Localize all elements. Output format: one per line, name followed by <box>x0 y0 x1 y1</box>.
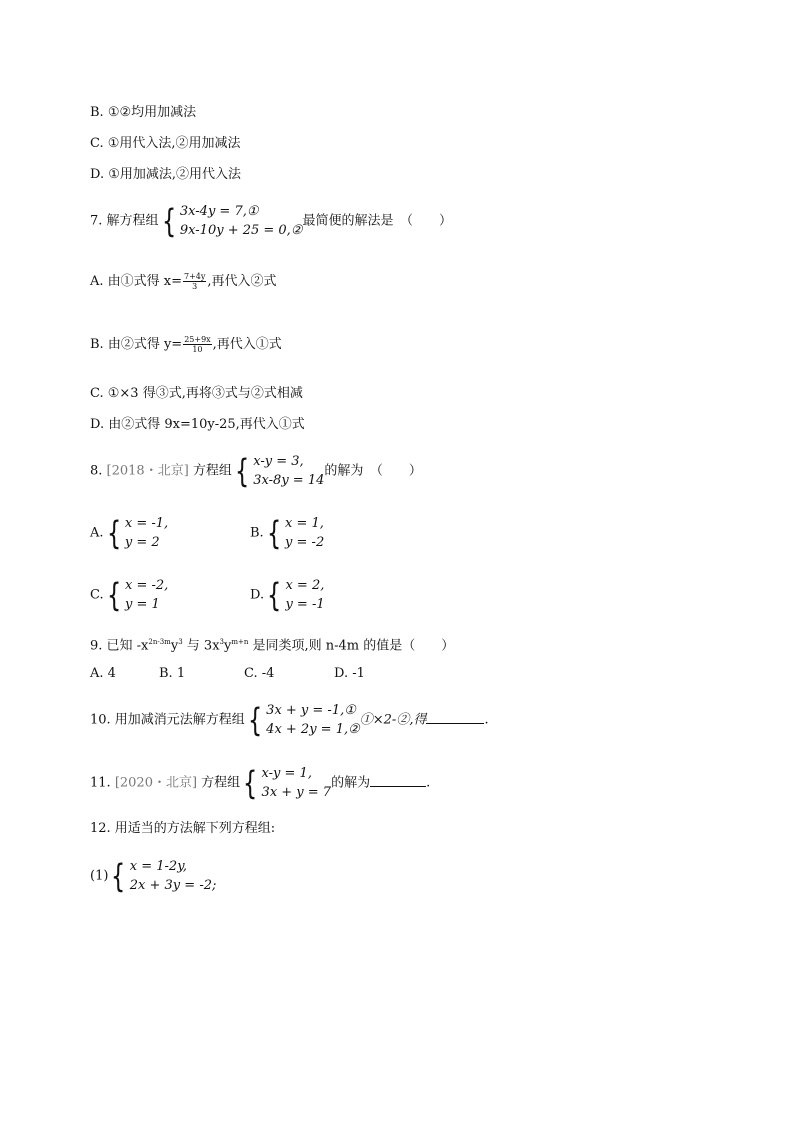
q8-c-line1: x = -2, <box>124 578 169 593</box>
q7-b-fraction <box>183 335 211 354</box>
q12-eq2: 2x + 3y = -2; <box>129 878 217 893</box>
q12-system <box>130 857 217 895</box>
q7-b-denominator: 10 <box>192 345 203 354</box>
q7-b-text: B. 由②式得 y= <box>90 337 183 352</box>
q11-suffix: 的解为 <box>331 775 371 791</box>
q12-part-1 <box>90 857 216 895</box>
q8-c-label: C. <box>90 587 104 603</box>
brace-icon: { <box>161 202 176 240</box>
q10-prefix: 10. 用加减消元法解方程组 <box>90 712 245 728</box>
q7-option-a <box>90 272 277 291</box>
q8-c-line2: y = 1 <box>124 597 160 612</box>
q8-b-line1: x = 1, <box>285 516 324 531</box>
q11-eq1: x-y = 1, <box>261 766 312 781</box>
q9-option-c: C. -4 <box>244 666 275 681</box>
q8-d-system <box>285 576 324 614</box>
q9-option-b: B. 1 <box>159 666 186 681</box>
q6-option-b: B. ①②均用加减法 <box>90 105 197 120</box>
q10-end: . <box>484 712 489 728</box>
q11-end: . <box>426 775 431 791</box>
q7-system <box>180 202 303 240</box>
q8-eq1: x-y = 3, <box>253 454 304 469</box>
brace-icon: { <box>243 764 258 802</box>
q9-text-1: 9. 已知 -x <box>90 638 149 654</box>
q9-option-a: A. 4 <box>90 666 116 681</box>
q8-b-system <box>285 514 324 552</box>
q7-option-c: C. ①×3 得③式,再将③式与②式相减 <box>90 386 303 401</box>
q8-mid: 方程组 <box>188 463 232 479</box>
q8-d-line2: y = -1 <box>285 597 325 612</box>
q9-stem <box>90 633 454 655</box>
q10-system <box>266 701 360 739</box>
q7-eq2: 9x-10y + 25 = 0,② <box>179 223 303 238</box>
q8-system <box>253 452 324 490</box>
q9-text-3: 与 3x <box>182 638 220 654</box>
q8-option-d <box>250 576 325 614</box>
q9-sup-1: 2n-3m <box>148 638 171 646</box>
q8-option-c <box>90 576 168 614</box>
q8-suffix: 的解为 （ ） <box>324 463 422 479</box>
q6-option-d: D. ①用加减法,②用代入法 <box>90 167 242 182</box>
q8-a-line1: x = -1, <box>124 516 169 531</box>
q7-b-numerator: 25+9x <box>184 335 211 344</box>
q7-a-text: A. 由①式得 x= <box>90 274 183 289</box>
q8-option-a <box>90 514 168 552</box>
brace-icon: { <box>106 514 121 552</box>
q7-eq1: 3x-4y = 7,① <box>179 204 259 219</box>
q11-eq2: 3x + y = 7 <box>261 785 332 800</box>
q6-option-c: C. ①用代入法,②用加减法 <box>90 136 241 151</box>
brace-icon: { <box>247 701 263 739</box>
q9-sup-3: 3 <box>219 638 224 646</box>
q8-a-line2: y = 2 <box>124 535 160 550</box>
q9-sup-4: m+n <box>231 638 249 646</box>
q7-suffix: 最简便的解法是 （ ） <box>302 213 452 229</box>
brace-icon: { <box>234 452 250 490</box>
q8-source: [2018・北京] <box>106 463 189 479</box>
brace-icon: { <box>267 576 282 614</box>
q8-c-system <box>125 576 168 614</box>
q7-option-b <box>90 335 282 354</box>
q11-system <box>262 764 332 802</box>
q10-stem <box>90 701 489 739</box>
q12-eq1: x = 1-2y, <box>129 859 187 874</box>
q9-text-5: 是同类项,则 n-4m 的值是（ ） <box>248 638 455 654</box>
q12-title: 12. 用适当的方法解下列方程组: <box>90 821 276 836</box>
q9-option-d: D. -1 <box>334 666 365 681</box>
q11-mid: 方程组 <box>197 775 241 791</box>
q11-answer-blank[interactable] <box>370 774 426 787</box>
q9-text-2: y <box>170 638 179 654</box>
q12-label: (1) <box>90 868 109 884</box>
q8-prefix: 8. <box>90 463 107 479</box>
q8-eq2: 3x-8y = 14 <box>253 473 325 488</box>
q8-d-label: D. <box>250 587 265 603</box>
q9-text-4: y <box>224 638 232 654</box>
q7-a-text-post: ,再代入②式 <box>207 274 277 289</box>
q10-eq2: 4x + 2y = 1,② <box>266 722 360 737</box>
q8-a-label: A. <box>90 525 104 541</box>
q8-stem <box>90 452 422 490</box>
brace-icon: { <box>111 857 126 895</box>
q11-prefix: 11. <box>90 775 115 791</box>
q7-prefix: 7. 解方程组 <box>90 213 159 229</box>
q9-sup-2: 3 <box>178 638 183 646</box>
q7-a-numerator: 7+4y <box>184 272 206 281</box>
q11-stem <box>90 764 430 802</box>
q7-a-fraction <box>183 272 206 291</box>
q11-source: [2020・北京] <box>114 775 198 791</box>
q7-a-denominator: 3 <box>192 282 198 291</box>
q7-b-text-post: ,再代入①式 <box>212 337 282 352</box>
q7-option-d: D. 由②式得 9x=10y-25,再代入①式 <box>90 417 305 432</box>
brace-icon: { <box>106 576 121 614</box>
q8-option-b <box>250 514 324 552</box>
q8-b-line2: y = -2 <box>285 535 325 550</box>
q10-answer-blank[interactable] <box>426 711 484 724</box>
q10-suffix: ①×2-②,得 <box>359 712 427 728</box>
q10-eq1: 3x + y = -1,① <box>266 703 356 718</box>
q8-a-system <box>125 514 168 552</box>
q8-d-line1: x = 2, <box>285 578 325 593</box>
q8-b-label: B. <box>250 525 264 541</box>
q7-stem <box>90 202 452 240</box>
brace-icon: { <box>266 514 281 552</box>
